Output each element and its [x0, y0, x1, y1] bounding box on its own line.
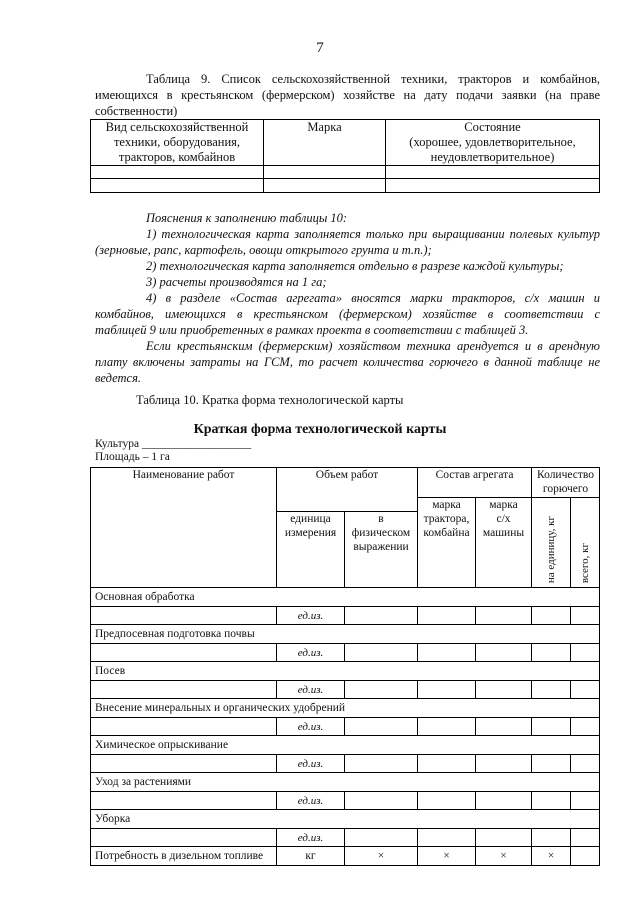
area-label: Площадь – 1 га — [95, 451, 170, 463]
header-machine: марка с/х машины — [476, 498, 532, 588]
table-row — [91, 644, 600, 662]
section-name: Посев — [91, 662, 600, 681]
header-work-volume: Объем работ — [277, 468, 418, 512]
note-4a: 4) в разделе «Состав агрегата» вносятся марки тракторов, с/х машин и — [146, 291, 600, 305]
header-unit: единица измерения — [277, 512, 345, 588]
note-4b: комбайнов, имеющихся в крестьянском (фермерском) хозяйстве в соответствии с — [95, 307, 600, 321]
unit-cell: ед.из. — [277, 829, 345, 847]
unit-cell: ед.из. — [277, 607, 345, 625]
table9-header-condition: Состояние (хорошее, удовлетворительное, неудовлетворительное) — [386, 120, 600, 166]
table9 — [90, 119, 600, 193]
page-number: 7 — [316, 40, 324, 56]
table-row — [91, 829, 600, 847]
table-row — [91, 718, 600, 736]
section-row — [91, 773, 600, 792]
unit-cell: ед.из. — [277, 718, 345, 736]
unit-cell: ед.из. — [277, 792, 345, 810]
cross-mark: × — [476, 847, 532, 866]
table-row — [91, 681, 600, 699]
note-1a: 1) технологическая карта заполняется только при выращивании полевых культур — [146, 227, 600, 241]
diesel-unit: кг — [277, 847, 345, 866]
section-row — [91, 810, 600, 829]
section-name: Уборка — [91, 810, 600, 829]
note-1b: (зерновые, рапс, картофель, овощи открытого грунта и т.п.); — [95, 243, 432, 257]
note-3: 3) расчеты производятся на 1 га; — [146, 275, 327, 289]
section-name: Химическое опрыскивание — [91, 736, 600, 755]
header-per-unit: на единицу, кг — [532, 498, 571, 588]
note-4c: таблицей 9 или приобретенных в рамках проекта в соответствии с таблицей 3. — [95, 323, 529, 337]
table9-header-type: Вид сельскохозяйственной техники, оборудования, тракторов, комбайнов — [91, 120, 264, 166]
header-physical: в физическом выражении — [345, 512, 418, 588]
notes-title: Пояснения к заполнению таблицы 10: — [146, 211, 348, 225]
diesel-row — [91, 847, 600, 866]
cross-mark: × — [532, 847, 571, 866]
table-row — [91, 179, 600, 193]
header-aggregate: Состав агрегата — [418, 468, 532, 498]
diesel-label: Потребность в дизельном топливе — [91, 847, 277, 866]
cross-mark: × — [345, 847, 418, 866]
header-total: всего, кг — [571, 498, 600, 588]
culture-label: Культура ___________________ — [95, 438, 252, 450]
note-2: 2) технологическая карта заполняется отдельно в разрезе каждой культуры; — [146, 259, 564, 273]
table10-title: Краткая форма технологической карты — [193, 422, 447, 437]
table10 — [90, 467, 600, 866]
note-5c: ведется. — [95, 371, 142, 385]
section-name: Основная обработка — [91, 588, 600, 607]
unit-cell: ед.из. — [277, 644, 345, 662]
header-tractor: марка трактора, комбайна — [418, 498, 476, 588]
table9-caption-line2: имеющихся в крестьянском (фермерском) хозяйстве на дату подачи заявки (на праве — [95, 88, 600, 102]
section-name: Уход за растениями — [91, 773, 600, 792]
table-row — [91, 792, 600, 810]
table9-caption-line1: Таблица 9. Список сельскохозяйственной техники, тракторов и комбайнов, — [146, 72, 600, 86]
table-row — [91, 166, 600, 179]
section-row — [91, 662, 600, 681]
note-5a: Если крестьянским (фермерским) хозяйством техника арендуется и в арендную — [146, 339, 600, 353]
section-row — [91, 699, 600, 718]
table10-caption: Таблица 10. Кратка форма технологической карты — [136, 393, 404, 407]
section-name: Предпосевная подготовка почвы — [91, 625, 600, 644]
section-row — [91, 625, 600, 644]
note-5b: плату включены затраты на ГСМ, то расчет количества горючего в данной таблице не — [95, 355, 600, 369]
unit-cell: ед.из. — [277, 681, 345, 699]
section-row — [91, 736, 600, 755]
table-row — [91, 755, 600, 773]
section-row — [91, 588, 600, 607]
cross-mark: × — [418, 847, 476, 866]
unit-cell: ед.из. — [277, 755, 345, 773]
table9-caption-line3: собственности) — [95, 104, 178, 118]
section-name: Внесение минеральных и органических удобрений — [91, 699, 600, 718]
table-row — [91, 607, 600, 625]
header-fuel: Количество горючего — [532, 468, 600, 498]
header-work-name: Наименование работ — [91, 468, 277, 588]
table9-header-brand: Марка — [264, 120, 386, 166]
